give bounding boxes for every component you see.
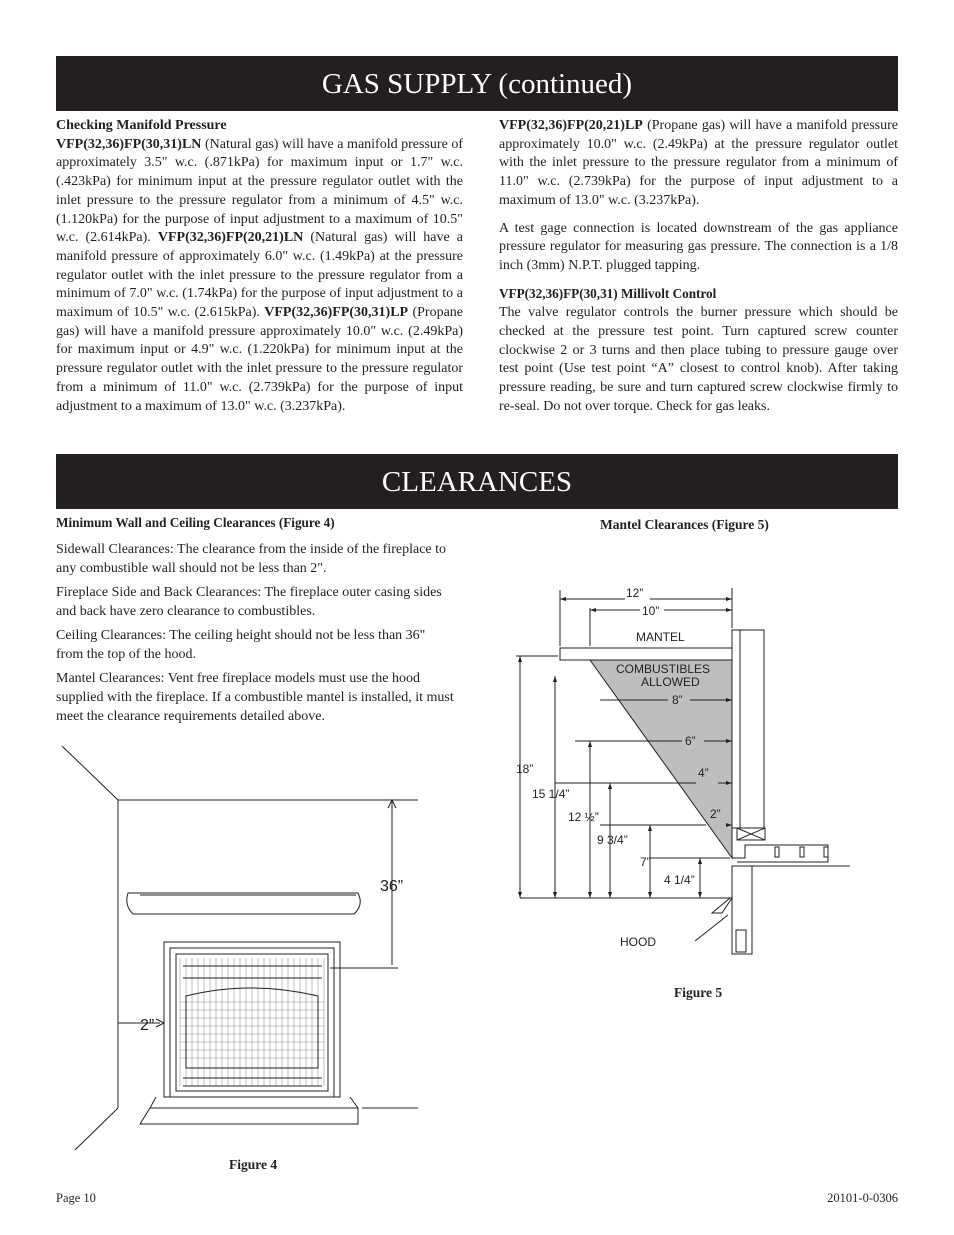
- fireplace-top: [732, 840, 828, 862]
- fireplace-front: [732, 866, 752, 954]
- model-ln-2021-text: (Natural gas) will have a manifold pressure of approximately 6.0" w.c. (1.49kPa) at the pressure regulator outlet with the inlet pressure to the pressure regulator from a minimum of 7.0" w.c. (1.74kPa) for the purpose of input adjustment to a maximum of 10.5" w.c. (2.615kPa).: [56, 230, 463, 321]
- label-9-3-4in: 9 3/4”: [597, 833, 628, 847]
- label-12-half-in: 12 ½”: [568, 810, 599, 824]
- page-number: Page 10: [56, 1191, 96, 1205]
- label-15-1-4in: 15 1/4”: [532, 787, 570, 801]
- hood: [712, 898, 732, 913]
- label-18in: 18”: [516, 762, 534, 776]
- sidewall-clearances-paragraph: Sidewall Clearances: The clearance from the inside of the fireplace to any combustible wall should not be less than 2".: [56, 542, 447, 576]
- label-hood: HOOD: [620, 935, 656, 949]
- gas-supply-right-column: [499, 117, 898, 417]
- label-2-sidewall: 2”: [140, 1017, 155, 1034]
- test-gage-paragraph: A test gage connection is located downstream of the gas appliance pressure regulator for measuring gas pressure. The connection is a 1/8 inch (3mm) N.P.T. plugged tapping.: [499, 220, 898, 273]
- label-6in: 6”: [685, 734, 696, 748]
- model-ln-3031: VFP(32,36)FP(30,31)LN: [56, 136, 202, 152]
- ceiling-corner-line: [62, 746, 118, 800]
- hood-shelf: [127, 893, 360, 914]
- label-4-1-4in: 4 1/4”: [664, 873, 695, 887]
- model-lp-2021: VFP(32,36)FP(20,21)LP: [499, 118, 643, 133]
- clearances-text-column: [56, 513, 456, 726]
- model-lp-2021-text: (Propane gas) will have a manifold pressure approximately 10.0" w.c. (2.49kPa) at the pressure regulator outlet with the inlet pressure to the pressure regulator from a minimum of 11.0" w.c. (2.739kPa) for the purpose of input adjustment to a maximum of 13.0" w.c. (3.237kPa).: [499, 118, 898, 208]
- label-12in: 12”: [626, 586, 644, 600]
- label-4in: 4”: [698, 766, 709, 780]
- gas-supply-left-column: [56, 117, 463, 416]
- millivolt-control-text: The valve regulator controls the burner pressure which should be checked at the pressure test point. Turn captured screw counter clockwise 2 or 3 turns and then place tubing to pressure gauge over test point (Use test point “A” closest to control knob). After taking pressure reading, be sure and turn captured screw clockwise firmly to re-seal. Do not over torque. Check for gas leaks.: [499, 305, 898, 414]
- figure5-caption: Figure 5: [674, 985, 723, 1000]
- model-lp-3031-text: (Propane gas) will have a manifold pressure approximately 10.0" w.c. (2.49kPa) for maximum input or 4.9" w.c. (1.220kPa) for minimum input at the pressure regulator outlet with the inlet pressure to the pressure regulator from a minimum of 11.0" w.c. (2.739kPa) for the purpose of input adjustment to a maximum of 13.0" w.c. (3.237kPa).: [56, 305, 463, 414]
- figure4-diagram: [55, 740, 425, 1160]
- side-back-clearances-paragraph: Fireplace Side and Back Clearances: The fireplace outer casing sides and back have zero clearance to combustibles.: [56, 585, 442, 619]
- figure5-diagram: [510, 578, 860, 958]
- document-number: 20101-0-0306: [827, 1191, 898, 1205]
- hearth: [140, 1108, 358, 1124]
- mantel-shelf: [560, 648, 732, 660]
- model-ln-3031-text: (Natural gas) will have a manifold pressure of approximately 3.5" w.c. (.871kPa) for maximum input or 1.7" w.c. (.423kPa) for minimum input at the pressure regulator outlet with the inlet pressure to the pressure regulator from a minimum of 4.5" w.c. (1.120kPa) for the purpose of input adjustment to a maximum of 10.5" w.c. (2.614kPa).: [56, 136, 463, 246]
- label-8in: 8”: [672, 693, 683, 707]
- gas-supply-banner: [56, 56, 898, 111]
- label-combustibles: COMBUSTIBLES: [616, 662, 711, 676]
- mantel-clearances-paragraph: Mantel Clearances: Vent free fireplace models must use the hood supplied with the fireplace. If a combustible mantel is installed, it must meet the clearance requirements detailed above.: [56, 671, 454, 724]
- label-10in: 10”: [642, 604, 660, 618]
- figure4-caption: Figure 4: [229, 1157, 278, 1172]
- figure5-title: Mantel Clearances (Figure 5): [600, 517, 769, 532]
- wall-upper: [732, 630, 764, 828]
- label-mantel: MANTEL: [636, 630, 685, 644]
- label-36: 36”: [380, 878, 404, 895]
- clearances-banner: [56, 454, 898, 509]
- hood-leader: [695, 915, 728, 941]
- clearances-heading: Minimum Wall and Ceiling Clearances (Figure 4): [56, 515, 335, 530]
- checking-manifold-heading: Checking Manifold Pressure: [56, 118, 227, 133]
- millivolt-control-heading: VFP(32,36)FP(30,31) Millivolt Control: [499, 285, 717, 301]
- label-2in: 2”: [710, 807, 721, 821]
- combustibles-zone: [590, 660, 732, 858]
- model-ln-2021: VFP(32,36)FP(20,21)LN: [157, 230, 304, 246]
- label-allowed: ALLOWED: [641, 675, 700, 689]
- floor-corner-line: [75, 1108, 118, 1150]
- model-lp-3031: VFP(32,36)FP(30,31)LP: [264, 305, 409, 321]
- ceiling-clearances-paragraph: Ceiling Clearances: The ceiling height should not be less than 36" from the top of the hood.: [56, 628, 426, 662]
- gas-supply-title: GAS SUPPLY (continued): [321, 68, 633, 100]
- label-7in: 7”: [640, 855, 651, 869]
- clearances-title: CLEARANCES: [381, 466, 573, 498]
- fireplace-grille: [180, 958, 324, 1086]
